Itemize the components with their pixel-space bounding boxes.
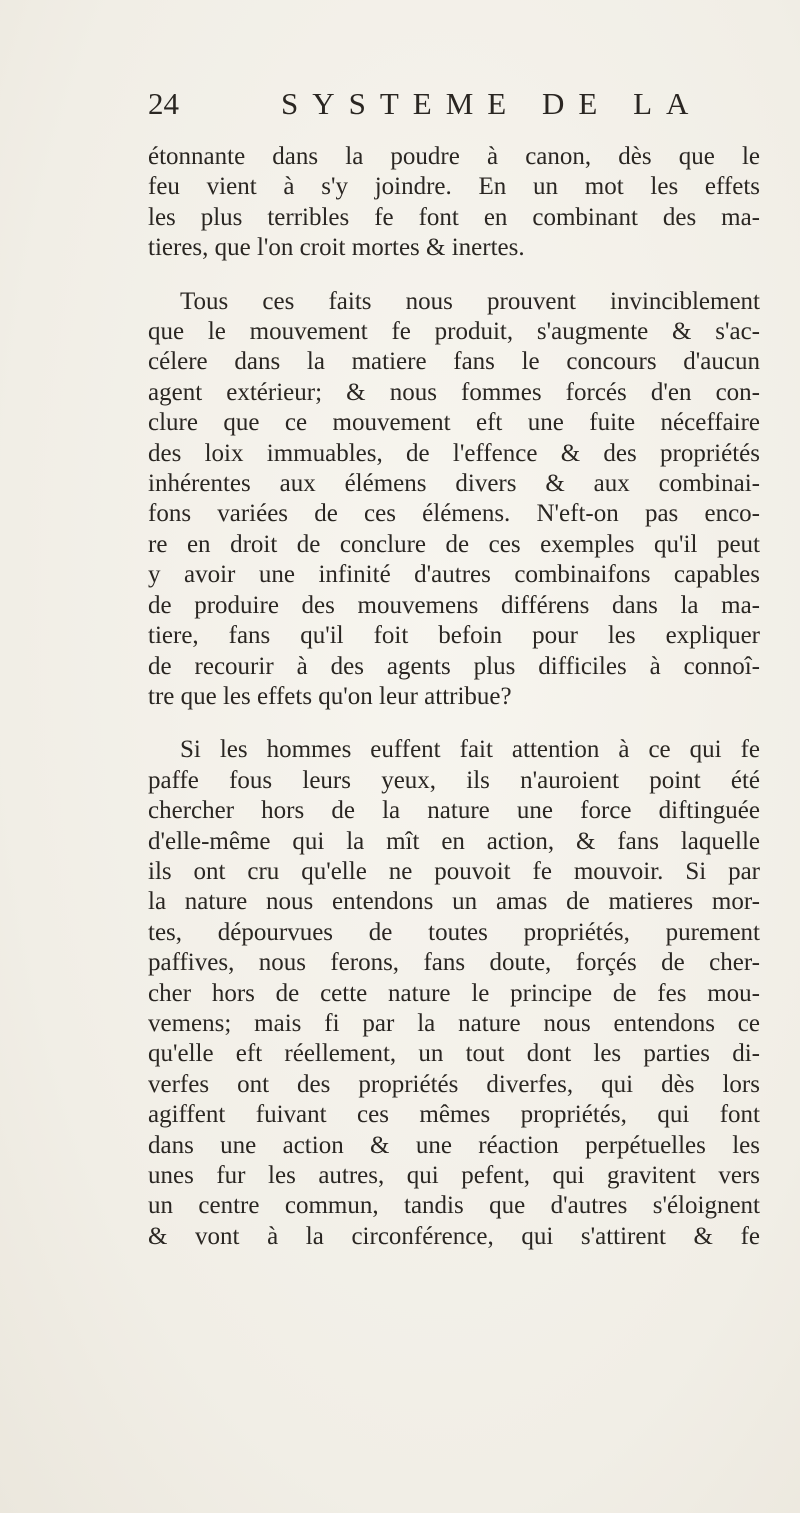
text-line: y avoir une infinité d'autres combinaifons capables xyxy=(148,561,760,589)
text-line: de produire des mouvemens différens dans la ma- xyxy=(148,591,760,619)
text-line: clure que ce mouvement eft une fuite néceffaire xyxy=(148,409,760,437)
text-line: paffives, nous ferons, fans doute, forçés de cher- xyxy=(148,949,760,977)
text-line: verfes ont des propriétés diverfes, qui dès lors xyxy=(148,1070,760,1098)
text-line: tieres, que l'on croit mortes & inertes. xyxy=(148,234,525,262)
text-line: Si les hommes euffent fait attention à ce qui fe xyxy=(180,736,760,764)
page-header xyxy=(148,84,708,124)
text-line: inhérentes aux élémens divers & aux combinai- xyxy=(148,470,760,498)
body-text xyxy=(148,142,760,1252)
text-line: chercher hors de la nature une force diftinguée xyxy=(148,797,760,825)
paragraph-3 xyxy=(148,735,760,1252)
paragraph-1 xyxy=(148,142,760,264)
text-line: célere dans la matiere fans le concours d'aucun xyxy=(148,348,760,376)
text-line: cher hors de cette nature le principe de fes mou- xyxy=(148,979,760,1007)
text-line: que le mouvement fe produit, s'augmente & s'ac- xyxy=(148,318,760,346)
text-line: unes fur les autres, qui pefent, qui gravitent vers xyxy=(148,1162,760,1189)
text-line: & vont à la circonférence, qui s'attirent & fe xyxy=(148,1222,760,1250)
text-line: tiere, fans qu'il foit befoin pour les expliquer xyxy=(148,622,760,650)
text-line: agent extérieur; & nous fommes forcés d'en con- xyxy=(148,378,760,406)
text-line: les plus terribles fe font en combinant des ma- xyxy=(148,203,760,231)
text-line: la nature nous entendons un amas de matieres mor- xyxy=(148,888,760,916)
text-line: tre que les effets qu'on leur attribue? xyxy=(148,682,512,710)
paragraph-2 xyxy=(148,287,760,713)
text-line: de recourir à des agents plus difficiles à connoî- xyxy=(148,652,760,680)
page-number: 24 xyxy=(148,86,179,121)
text-line: paffe fous leurs yeux, ils n'auroient point été xyxy=(148,766,760,794)
text-line: un centre commun, tandis que d'autres s'éloignent xyxy=(148,1192,760,1220)
text-line: tes, dépourvues de toutes propriétés, purement xyxy=(148,918,760,946)
text-line: étonnante dans la poudre à canon, dès que le xyxy=(148,143,760,170)
text-line: d'elle-même qui la mît en action, & fans laquelle xyxy=(148,827,760,855)
text-line: feu vient à s'y joindre. En un mot les effets xyxy=(148,173,760,201)
text-line: dans une action & une réaction perpétuelles les xyxy=(148,1131,760,1159)
text-line: des loix immuables, de l'effence & des propriétés xyxy=(148,439,760,467)
running-head: SYSTEME DE LA xyxy=(281,86,703,121)
text-line: agiffent fuivant ces mêmes propriétés, qui font xyxy=(148,1101,760,1129)
text-line: vemens; mais fi par la nature nous entendons ce xyxy=(148,1009,760,1037)
text-line: Tous ces faits nous prouvent invinciblement xyxy=(180,287,760,315)
text-line: fons variées de ces élémens. N'eft-on pas enco- xyxy=(148,500,760,528)
text-line: re en droit de conclure de ces exemples qu'il peut xyxy=(148,530,760,558)
text-line: qu'elle eft réellement, un tout dont les parties di- xyxy=(148,1040,760,1068)
text-line: ils ont cru qu'elle ne pouvoit fe mouvoir. Si par xyxy=(148,857,760,885)
